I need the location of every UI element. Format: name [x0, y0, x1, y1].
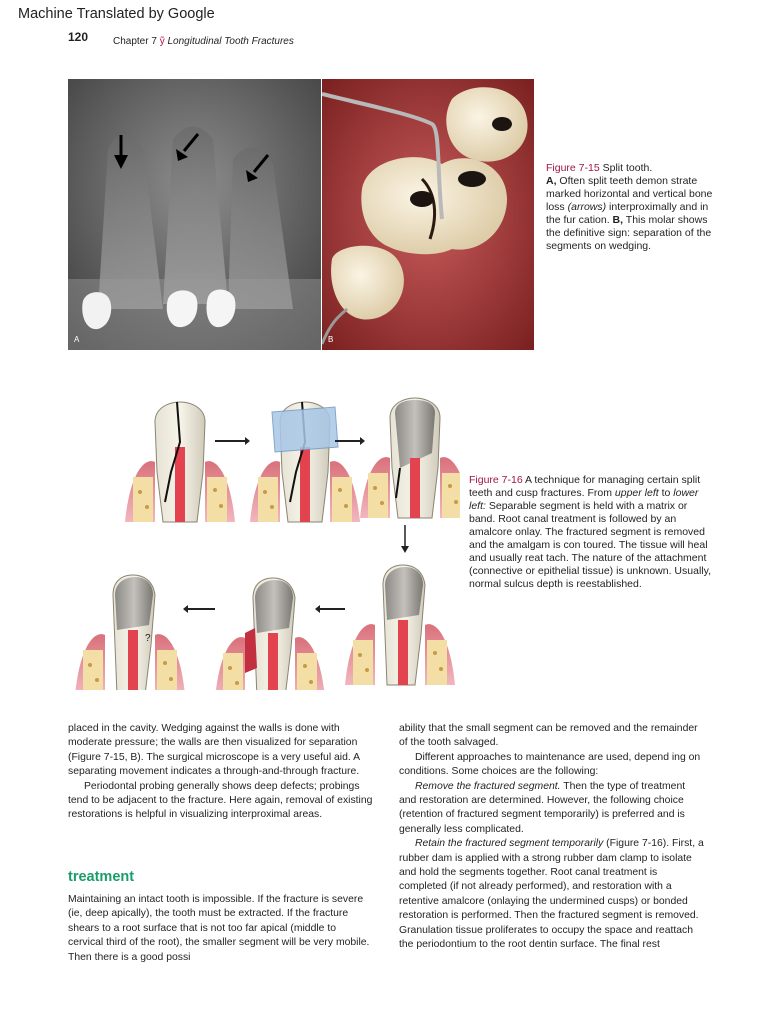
figure-7-15-caption — [546, 162, 716, 253]
tooth-step-6 — [75, 575, 185, 690]
paragraph: ability that the small segment can be removed and the remainder of the tooth salvaged. — [399, 723, 698, 749]
figure-7-16-lower-left: lower left: — [469, 487, 699, 512]
body-column-2 — [399, 722, 705, 953]
machine-translation-banner: Machine Translated by Google — [18, 6, 215, 22]
figure-7-15-text-b: This molar shows the definitive sign: separation of the segments on wedging. — [546, 214, 712, 252]
figure-7-15-number: Figure 7-15 — [546, 162, 600, 174]
panel-a-label: A — [74, 335, 80, 344]
figure-7-15a-radiograph — [68, 79, 321, 350]
tooth-step-2 — [250, 402, 360, 522]
tooth-step-4 — [345, 565, 455, 685]
italic-lead: Remove the fractured segment. — [415, 780, 561, 792]
paragraph: Periodontal probing generally shows deep defects; probings tend to be adjacent to the fracture. Here again, removal of existing restorations is helpful in visualizing interproximal areas. — [68, 780, 373, 821]
figure-7-15-arrows: (arrows) — [567, 201, 607, 213]
chapter-title: Longitudinal Tooth Fractures — [167, 36, 294, 47]
figure-7-15-part-a: A, — [546, 175, 557, 187]
section-heading: treatment — [68, 869, 135, 885]
body-column-1-top — [68, 722, 374, 823]
question-mark-label: ? — [145, 633, 151, 644]
figure-7-16-text2: Separable segment is held with a matrix or band. Root canal treatment is followed by an amalcore onlay. The fractured segment is removed and the amalgam is con toured. The tissue will heal and usually reat tach. The nature of the attachment (connective or epithelial tissue) is unknown. Usually, normal sulcus depth is reestablished. — [469, 500, 712, 590]
figure-7-15-text-a2: interproximally and in the fur cation. — [546, 201, 709, 226]
figure-7-16-upper-left: upper left — [614, 487, 659, 499]
tooth-step-1 — [125, 402, 235, 522]
paragraph — [399, 837, 705, 952]
figure-7-15-part-b: B, — [612, 214, 624, 226]
figure-7-16-to: to — [661, 487, 671, 499]
paragraph: Different approaches to maintenance are used, depend ing on conditions. Some choices are the following: — [399, 751, 701, 778]
figure-7-16-text1: A technique for managing certain split teeth and cusp fractures. From — [469, 474, 701, 499]
tooth-step-5 — [215, 578, 325, 690]
figure-7-16-illustration — [70, 390, 460, 690]
body-column-1-bottom — [68, 893, 374, 965]
chapter-label: Chapter 7 — [113, 36, 157, 47]
paragraph-text: Then the type of treatment and restoration are determined. However, the following choice (retention of fractured segment temporarily) is preferred and is generally less complicated. — [399, 780, 686, 835]
tooth-step-3 — [360, 398, 460, 518]
italic-lead: Retain the fractured segment temporarily — [415, 838, 604, 850]
paragraph: placed in the cavity. Wedging against the walls is done with moderate pressure; the walls are then visualized for separation (Figure 7-15, B). The surgical microscope is a very useful aid. A separating movement indicates a through-and-through fracture. — [68, 723, 360, 778]
figure-7-15b-photo — [322, 79, 534, 350]
panel-b-label: B — [328, 335, 334, 344]
paragraph — [399, 780, 705, 838]
paragraph: Maintaining an intact tooth is impossible. If the fracture is severe (ie, deep apically), the tooth must be extracted. If the fracture shears to a root surface that is not too far apical (middle to cervical third of the root), the smaller segment will be very mobile. Then there is a good possi — [68, 894, 370, 963]
figure-7-16-caption — [469, 474, 714, 591]
figure-7-15-text-a1: Often split teeth demon strate marked horizontal and vertical bone loss — [546, 175, 713, 213]
figure-7-16-number: Figure 7-16 — [469, 474, 523, 486]
figure-7-15-lead: Split tooth. — [602, 162, 653, 174]
paragraph-text: (Figure 7-16). First, a rubber dam is applied with a strong rubber dam clamp to isolate and hold the segments together. Root canal treatment is completed (if not already performed), and restoration with a retentive amalcore (onlaying the undermined cusps) or bonded restoration is performed. Then the fractured segment is removed. Granulation tissue proliferates to occupy the space and reattach the periodontium to the root dentin surface. The final rest — [399, 838, 704, 951]
header-separator: ỹ — [159, 36, 165, 47]
page-number: 120 — [68, 30, 89, 44]
running-header — [113, 36, 294, 47]
